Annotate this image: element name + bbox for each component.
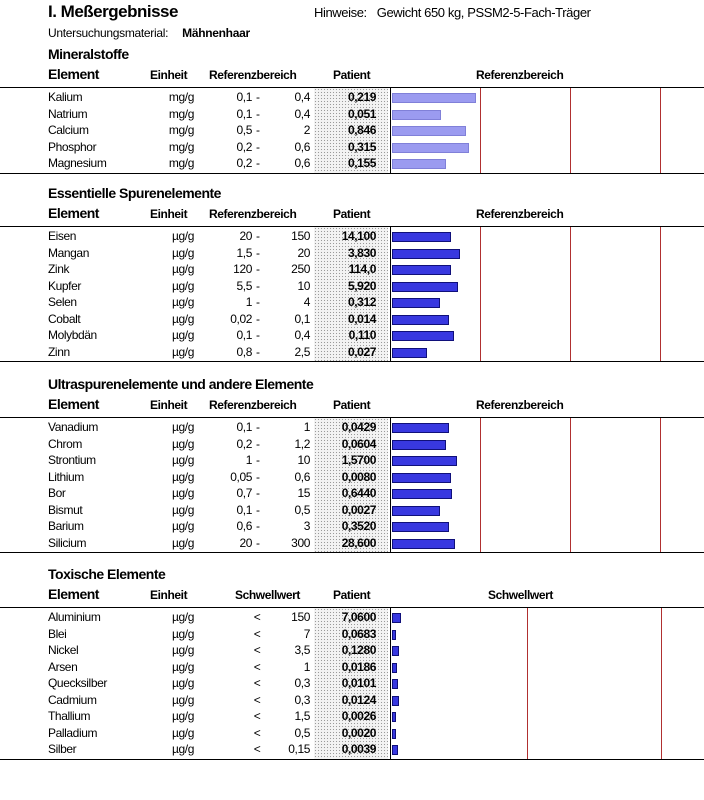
unit: mg/g [168,123,194,137]
range-dash: - [256,123,260,137]
patient-value: 0,0101 [341,676,376,690]
ref-low: 0,7 [236,486,252,500]
patient-value: 0,0186 [341,659,376,674]
level-bar [392,729,396,739]
table-row [0,139,704,156]
table-row [0,155,704,172]
patient-value: 0,0026 [341,709,376,723]
ref-low: 0,2 [236,436,252,451]
col-reference: Referenzbereich [209,68,297,82]
table-row [0,122,704,139]
column-header [0,398,704,416]
element-name: Nickel [48,643,79,657]
comparator: < [253,742,261,756]
threshold-value: 7 [303,626,310,641]
table-row [0,344,704,361]
level-bar [392,646,399,656]
patient-value: 0,315 [347,139,376,154]
patient-value: 0,3520 [341,519,376,533]
result-table [0,87,704,174]
ref-high: 15 [297,486,310,500]
result-table [0,607,704,760]
ref-high: 0,1 [294,311,310,326]
level-bar [392,745,398,755]
patient-value: 0,0124 [341,692,376,707]
ref-low: 1,5 [236,245,252,260]
element-name: Quecksilber [48,676,107,690]
range-dash: - [256,519,260,533]
unit: µg/g [172,229,194,243]
table-row [0,675,704,692]
range-dash: - [256,229,260,243]
ref-low: 0,1 [236,90,252,104]
range-dash: - [256,311,260,326]
ref-low: 0,8 [236,344,252,359]
range-dash: - [256,469,260,484]
ref-high: 150 [291,229,310,243]
section-title: Ultraspurenelemente und andere Elemente [48,376,314,392]
ref-low: 0,2 [236,156,252,170]
unit: µg/g [172,469,194,484]
table-row [0,708,704,725]
element-name: Kupfer [48,278,81,293]
level-bar [392,456,457,466]
level-bar [392,712,396,722]
unit: µg/g [172,659,194,674]
patient-value: 0,0080 [341,469,376,484]
patient-value: 0,155 [347,156,376,170]
table-row [0,294,704,311]
patient-value: 28,600 [341,535,376,550]
range-dash: - [256,453,260,467]
ref-high: 0,4 [294,106,310,121]
level-bar [392,331,454,341]
patient-value: 14,100 [341,229,376,243]
table-row [0,261,704,278]
unit: mg/g [168,139,194,154]
patient-value: 0,0683 [341,626,376,641]
col-chart: Referenzbereich [476,207,564,221]
patient-value: 0,1280 [341,643,376,657]
unit: µg/g [172,344,194,359]
threshold-value: 0,15 [288,742,310,756]
threshold-value: 1 [303,659,310,674]
range-dash: - [256,106,260,121]
ref-high: 10 [297,453,310,467]
ref-high: 10 [297,278,310,293]
ref-high: 4 [303,295,310,309]
ref-high: 0,6 [294,156,310,170]
ref-low: 1 [245,453,252,467]
range-dash: - [256,486,260,500]
ref-low: 0,1 [236,106,252,121]
table-row [0,89,704,106]
threshold-value: 0,3 [294,692,310,707]
comparator: < [253,725,261,740]
col-patient: Patient [333,398,371,412]
level-bar [392,539,455,549]
table-row [0,327,704,344]
element-name: Zink [48,262,70,276]
table-row [0,725,704,742]
element-name: Bor [48,486,66,500]
material [48,26,250,40]
unit: mg/g [168,156,194,170]
ref-high: 2,5 [294,344,310,359]
unit: µg/g [172,519,194,533]
ref-low: 0,6 [236,519,252,533]
patient-value: 0,0604 [341,436,376,451]
col-element: Element [48,66,99,82]
range-dash: - [256,278,260,293]
range-dash: - [256,344,260,359]
element-name: Phosphor [48,139,97,154]
unit: µg/g [172,436,194,451]
element-name: Mangan [48,245,89,260]
range-dash: - [256,535,260,550]
unit: µg/g [172,610,194,624]
table-row [0,642,704,659]
result-table [0,226,704,362]
patient-value: 114,0 [348,262,376,276]
comparator: < [253,659,261,674]
unit: mg/g [168,90,194,104]
patient-value: 0,0020 [341,725,376,740]
element-name: Thallium [48,709,91,723]
unit: µg/g [172,692,194,707]
unit: µg/g [172,709,194,723]
result-table [0,417,704,553]
range-dash: - [256,436,260,451]
level-bar [392,232,451,242]
element-name: Chrom [48,436,83,451]
unit: µg/g [172,262,194,276]
section-title: Toxische Elemente [48,566,166,582]
patient-value: 3,830 [347,245,376,260]
patient-value: 0,014 [347,311,376,326]
table-row [0,502,704,519]
table-row [0,106,704,123]
level-bar [392,93,476,103]
table-row [0,741,704,758]
table-row [0,436,704,453]
unit: µg/g [172,245,194,260]
col-element: Element [48,205,99,221]
element-name: Natrium [48,106,88,121]
element-name: Silber [48,742,77,756]
element-name: Cobalt [48,311,81,326]
level-bar [392,423,449,433]
element-name: Eisen [48,229,77,243]
element-name: Blei [48,626,67,641]
ref-high: 2 [303,123,310,137]
table-row [0,278,704,295]
range-dash: - [256,156,260,170]
element-name: Arsen [48,659,78,674]
patient-value: 0,0429 [341,420,376,434]
element-name: Aluminium [48,610,101,624]
level-bar [392,143,469,153]
patient-value: 0,0039 [341,742,376,756]
ref-low: 0,5 [236,123,252,137]
col-unit: Einheit [150,207,188,221]
unit: µg/g [172,676,194,690]
patient-value: 0,027 [347,344,376,359]
level-bar [392,506,440,516]
table-row [0,228,704,245]
col-chart: Schwellwert [488,588,553,602]
level-bar [392,249,460,259]
table-row [0,626,704,643]
table-row [0,535,704,552]
table-row [0,419,704,436]
patient-value: 0,110 [348,328,376,342]
patient-value: 7,0600 [341,610,376,624]
ref-low: 120 [233,262,252,276]
level-bar [392,473,451,483]
ref-high: 300 [291,535,310,550]
level-bar [392,630,396,640]
ref-high: 0,4 [294,328,310,342]
element-name: Silicium [48,535,87,550]
element-name: Calcium [48,123,89,137]
material-label: Untersuchungsmaterial: [48,26,169,40]
col-patient: Patient [333,207,371,221]
range-dash: - [256,245,260,260]
unit: µg/g [172,295,194,309]
level-bar [392,663,397,673]
unit: µg/g [172,420,194,434]
ref-low: 0,1 [236,420,252,434]
ref-high: 0,4 [294,90,310,104]
range-dash: - [256,139,260,154]
patient-value: 1,5700 [341,453,376,467]
ref-low: 0,1 [236,502,252,517]
comparator: < [253,709,261,723]
element-name: Strontium [48,453,96,467]
unit: µg/g [172,311,194,326]
ref-high: 1 [303,420,310,434]
comparator: < [253,610,261,624]
ref-high: 20 [297,245,310,260]
patient-value: 0,0027 [341,502,376,517]
col-reference: Referenzbereich [209,398,297,412]
unit: µg/g [172,328,194,342]
ref-low: 0,1 [236,328,252,342]
col-element: Element [48,586,99,602]
range-dash: - [256,502,260,517]
range-dash: - [256,420,260,434]
hint [314,5,591,20]
patient-value: 5,920 [347,278,376,293]
ref-low: 20 [239,535,252,550]
col-chart: Referenzbereich [476,68,564,82]
element-name: Bismut [48,502,83,517]
level-bar [392,522,449,532]
unit: µg/g [172,535,194,550]
level-bar [392,348,427,358]
range-dash: - [256,90,260,104]
level-bar [392,613,401,623]
range-dash: - [256,295,260,309]
level-bar [392,489,452,499]
ref-high: 0,5 [294,502,310,517]
range-dash: - [256,328,260,342]
element-name: Cadmium [48,692,97,707]
unit: µg/g [172,486,194,500]
column-header [0,588,704,606]
level-bar [392,679,398,689]
table-row [0,452,704,469]
level-bar [392,298,440,308]
col-threshold: Schwellwert [235,588,300,602]
col-reference: Referenzbereich [209,207,297,221]
level-bar [392,696,399,706]
comparator: < [253,692,261,707]
patient-value: 0,312 [347,295,376,309]
ref-high: 0,6 [294,469,310,484]
page-title: I. Meßergebnisse [48,2,178,21]
ref-high: 3 [303,519,310,533]
hint-label: Hinweise: [314,5,367,20]
column-header [0,207,704,225]
ref-low: 1 [245,295,252,309]
col-unit: Einheit [150,398,188,412]
unit: µg/g [172,742,194,756]
element-name: Magnesium [48,156,107,170]
material-value: Mähnenhaar [182,26,250,40]
col-element: Element [48,396,99,412]
table-row [0,659,704,676]
threshold-value: 1,5 [294,709,310,723]
unit: µg/g [172,453,194,467]
unit: µg/g [172,725,194,740]
col-chart: Referenzbereich [476,398,564,412]
level-bar [392,110,441,120]
level-bar [392,126,466,136]
element-name: Barium [48,519,84,533]
section-title: Essentielle Spurenelemente [48,185,221,201]
level-bar [392,282,458,292]
threshold-value: 150 [291,610,310,624]
level-bar [392,159,446,169]
patient-value: 0,051 [347,106,376,121]
threshold-value: 3,5 [294,643,310,657]
ref-high: 0,6 [294,139,310,154]
col-patient: Patient [333,68,371,82]
ref-low: 20 [239,229,252,243]
unit: µg/g [172,502,194,517]
comparator: < [253,643,261,657]
element-name: Molybdän [48,328,97,342]
range-dash: - [256,262,260,276]
section-title: Mineralstoffe [48,46,129,62]
level-bar [392,265,451,275]
ref-high: 250 [291,262,310,276]
unit: µg/g [172,626,194,641]
hint-text: Gewicht 650 kg, PSSM2-5-Fach-Träger [376,5,591,20]
table-row [0,609,704,626]
table-row [0,245,704,262]
col-unit: Einheit [150,68,188,82]
column-header [0,68,704,86]
col-patient: Patient [333,588,371,602]
level-bar [392,315,449,325]
comparator: < [253,676,261,690]
ref-low: 5,5 [236,278,252,293]
patient-value: 0,6440 [341,486,376,500]
table-row [0,311,704,328]
table-row [0,518,704,535]
threshold-value: 0,3 [294,676,310,690]
patient-value: 0,846 [347,123,376,137]
col-unit: Einheit [150,588,188,602]
element-name: Palladium [48,725,98,740]
table-row [0,469,704,486]
element-name: Lithium [48,469,84,484]
unit: mg/g [168,106,194,121]
element-name: Vanadium [48,420,98,434]
element-name: Kalium [48,90,83,104]
threshold-value: 0,5 [294,725,310,740]
element-name: Zinn [48,344,70,359]
patient-value: 0,219 [347,90,376,104]
ref-low: 0,2 [236,139,252,154]
ref-low: 0,02 [230,311,252,326]
comparator: < [253,626,261,641]
unit: µg/g [172,278,194,293]
table-row [0,692,704,709]
element-name: Selen [48,295,77,309]
ref-high: 1,2 [294,436,310,451]
level-bar [392,440,446,450]
ref-low: 0,05 [230,469,252,484]
unit: µg/g [172,643,194,657]
table-row [0,485,704,502]
